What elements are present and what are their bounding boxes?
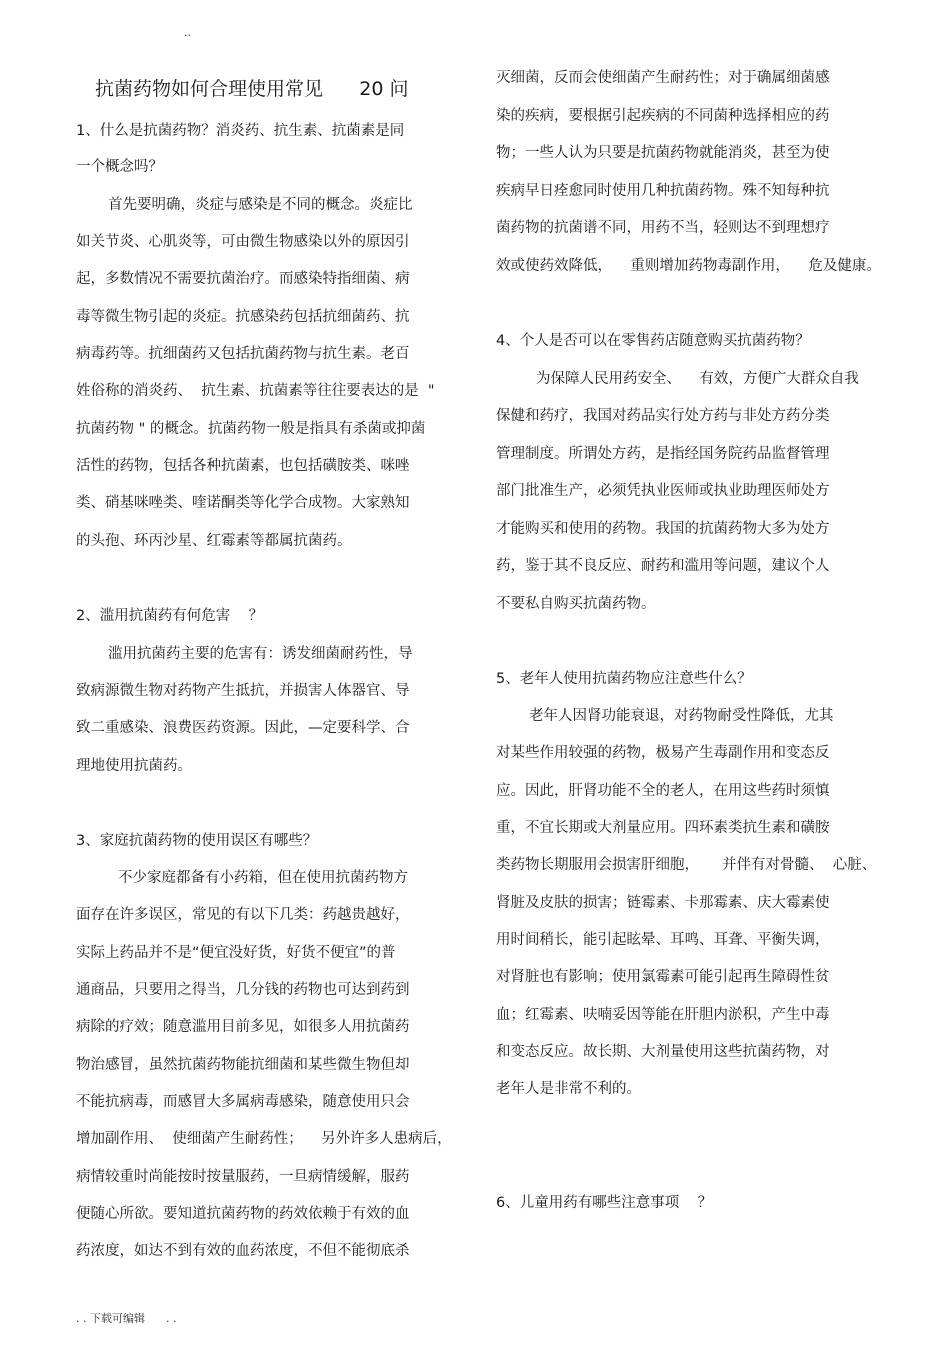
question-3-heading: 3、家庭抗菌药物的使用误区有哪些？	[76, 833, 318, 849]
paragraph-line: 病除的疗效；随意滥用目前多见，如很多人用抗菌药	[76, 1019, 410, 1035]
paragraph-line: 通商品，只要用之得当，几分钱的药物也可达到药到	[76, 982, 410, 998]
paragraph-line: 活性的药物，包括各种抗菌素，也包括磺胺类、咪唑	[76, 458, 410, 474]
paragraph-line: 菌药物的抗菌谱不同，用药不当，轻则达不到理想疗	[496, 220, 830, 236]
paragraph-line: 疾病早日痊愈同时使用几种抗菌药物。殊不知每种抗	[496, 183, 830, 199]
footer-marker: . . 下载可编辑 . .	[76, 1312, 177, 1325]
paragraph-line: 血；红霉素、呋喃妥因等能在肝胆内淤积，产生中毒	[496, 1007, 830, 1023]
paragraph-line: 的头孢、环丙沙星、红霉素等都属抗菌药。	[76, 533, 352, 549]
paragraph-line: 不少家庭都备有小药箱，但在使用抗菌药物方	[118, 870, 408, 886]
paragraph-line: 物治感冒，虽然抗菌药物能抗细菌和某些微生物但却	[76, 1057, 410, 1073]
paragraph-line: 面存在许多误区，常见的有以下几类：药越贵越好，	[76, 907, 410, 923]
paragraph-line: 部门批准生产，必须凭执业医师或执业助理医师处方	[496, 483, 830, 499]
paragraph-line: 如关节炎、心肌炎等，可由微生物感染以外的原因引	[76, 234, 410, 250]
paragraph-line: 病情较重时尚能按时按量服药，一旦病情缓解，服药	[76, 1169, 410, 1185]
paragraph-line: 病毒药等。抗细菌药又包括抗菌药物与抗生素。老百	[76, 346, 410, 362]
paragraph-line: 应。因此，肝肾功能不全的老人，在用这些药时须慎	[496, 783, 830, 799]
paragraph-line: 类、硝基咪唑类、喹诺酮类等化学合成物。大家熟知	[76, 495, 410, 511]
paragraph-line: 理地使用抗菌药。	[76, 758, 192, 774]
paragraph-line: 保健和药疗，我国对药品实行处方药与非处方药分类	[496, 408, 830, 424]
paragraph-line: 致病源微生物对药物产生抵抗，并损害人体器官、导	[76, 683, 410, 699]
paragraph-line: 类药物长期服用会损害肝细胞， 并伴有对骨髓、 心脏、	[496, 857, 877, 873]
paragraph-line: 老年人是非常不利的。	[496, 1081, 641, 1097]
paragraph-line: 滥用抗菌药主要的危害有：诱发细菌耐药性，导	[108, 646, 413, 662]
paragraph-line: 效或使药效降低， 重则增加药物毒副作用， 危及健康。	[496, 258, 881, 274]
paragraph-line: 老年人因肾功能衰退，对药物耐受性降低，尤其	[529, 708, 834, 724]
paragraph-line: 致二重感染、浪费医药资源。因此，—定要科学、合	[76, 720, 410, 736]
paragraph-line: 姓俗称的消炎药、 抗生素、抗菌素等往往要表达的是 "	[76, 383, 435, 399]
paragraph-line: 首先要明确，炎症与感染是不同的概念。炎症比	[108, 197, 413, 213]
paragraph-line: 灭细菌，反而会使细菌产生耐药性；对于确属细菌感	[496, 70, 830, 86]
question-2-heading: 2、滥用抗菌药有何危害 ？	[76, 608, 264, 624]
paragraph-line: 增加副作用、 使细菌产生耐药性； 另外许多人患病后，	[76, 1131, 452, 1147]
paragraph-line: 重，不宜长期或大剂量应用。四环素类抗生素和磺胺	[496, 820, 830, 836]
question-1-heading: 1、什么是抗菌药物？消炎药、抗生素、抗菌素是同	[76, 123, 405, 139]
question-5-heading: 5、老年人使用抗菌药物应注意些什么？	[496, 671, 752, 687]
paragraph-line: 和变态反应。故长期、大剂量使用这些抗菌药物，对	[496, 1044, 830, 1060]
paragraph-line: 为保障人民用药安全、 有效，方便广大群众自我	[536, 371, 859, 387]
header-marker: ..	[184, 26, 191, 39]
paragraph-line: 药浓度，如达不到有效的血药浓度，不但不能彻底杀	[76, 1243, 410, 1259]
paragraph-line: 起，多数情况不需要抗菌治疗。而感染特指细菌、病	[76, 271, 410, 287]
paragraph-line: 毒等微生物引起的炎症。抗感染药包括抗细菌药、抗	[76, 309, 410, 325]
question-4-heading: 4、个人是否可以在零售药店随意购买抗菌药物？	[496, 333, 810, 349]
question-1-heading-cont: 一个概念吗？	[76, 159, 163, 175]
paragraph-line: 物；一些人认为只要是抗菌药物就能消炎，甚至为使	[496, 145, 830, 161]
paragraph-line: 才能购买和使用的药物。我国的抗菌药物大多为处方	[496, 521, 830, 537]
paragraph-line: 不能抗病毒，而感冒大多属病毒感染，随意使用只会	[76, 1094, 410, 1110]
paragraph-line: 抗菌药物 " 的概念。抗菌药物一般是指具有杀菌或抑菌	[76, 421, 426, 437]
paragraph-line: 管理制度。所谓处方药，是指经国务院药品监督管理	[496, 446, 830, 462]
paragraph-line: 肾脏及皮肤的损害；链霉素、卡那霉素、庆大霉素使	[496, 895, 830, 911]
paragraph-line: 用时间稍长，能引起眩晕、耳鸣、耳聋、平衡失调，	[496, 932, 830, 948]
paragraph-line: 不要私自购买抗菌药物。	[496, 596, 656, 612]
paragraph-line: 药，鉴于其不良反应、耐药和滥用等问题，建议个人	[496, 558, 830, 574]
paragraph-line: 实际上药品并不是“便宜没好货，好货不便宜”的普	[76, 945, 396, 961]
paragraph-line: 对肾脏也有影响；使用氯霉素可能引起再生障碍性贫	[496, 969, 830, 985]
paragraph-line: 便随心所欲。要知道抗菌药物的药效依赖于有效的血	[76, 1206, 410, 1222]
question-6-heading: 6、儿童用药有哪些注意事项 ？	[496, 1195, 713, 1211]
paragraph-line: 染的疾病，要根据引起疾病的不同菌种选择相应的药	[496, 108, 830, 124]
paragraph-line: 对某些作用较强的药物，极易产生毒副作用和变态反	[496, 745, 830, 761]
page-title: 抗菌药物如何合理使用常见 20 问	[95, 78, 409, 100]
